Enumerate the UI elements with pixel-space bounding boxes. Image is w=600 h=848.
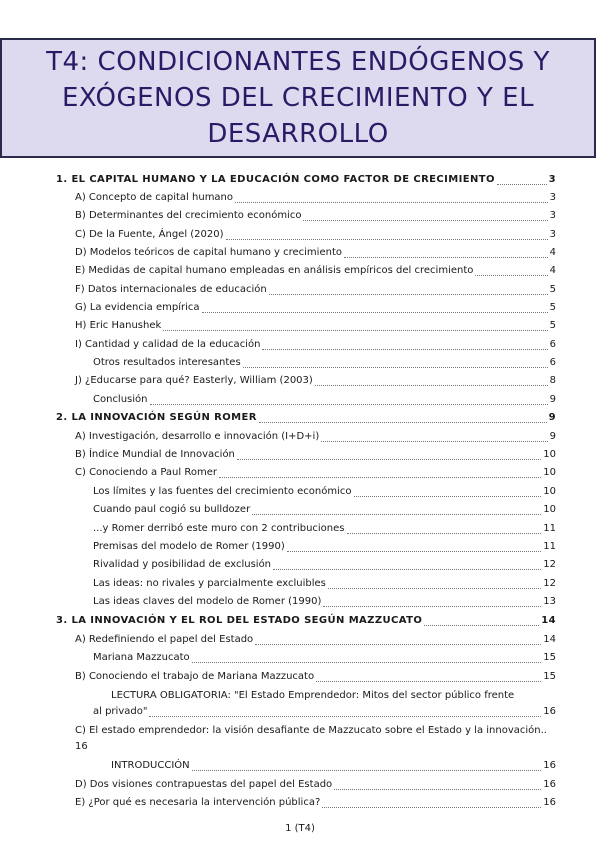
toc-page-number: 8 (549, 375, 556, 386)
toc-page-number: 5 (549, 302, 556, 313)
toc-page-number: 16 (543, 760, 556, 771)
toc-page-number: 14 (541, 615, 556, 626)
toc-entry[interactable] (75, 317, 556, 335)
toc-entry[interactable] (75, 446, 556, 464)
toc-entry-text: Las ideas claves del modelo de Romer (1990) (93, 596, 322, 607)
toc-entry-text: A) Concepto de capital humano (75, 192, 234, 203)
toc-page-number: 3 (548, 174, 556, 185)
toc-entry-text: B) Índice Mundial de Innovación (75, 449, 235, 460)
toc-entry-text: C) De la Fuente, Ángel (2020) (75, 229, 224, 240)
toc-page-number: 16 (75, 741, 88, 752)
toc-entry-text: al privado" (93, 706, 148, 717)
toc-entry-text: Cuando paul cogió su bulldozer (93, 504, 251, 515)
toc-page-number: 10 (543, 467, 556, 478)
toc-entry-text: A) Investigación, desarrollo e innovación (I+D+i) (75, 431, 320, 442)
toc-entry-text: Otros resultados interesantes (93, 357, 241, 368)
toc-entry[interactable] (75, 189, 556, 207)
toc-entry-text: Mariana Mazzucato (93, 652, 190, 663)
toc-page-number: 4 (549, 247, 556, 258)
toc-entry[interactable] (75, 428, 556, 446)
toc-page-number: 5 (549, 320, 556, 331)
toc-page-number: 16 (543, 706, 556, 717)
toc-entry[interactable] (75, 299, 556, 317)
toc-page-number: 10 (543, 486, 556, 497)
page-title-line-2: EXÓGENOS DEL CRECIMIENTO Y EL (61, 83, 535, 113)
toc-page-number: 6 (549, 339, 556, 350)
toc-entry-text: Rivalidad y posibilidad de exclusión (93, 559, 272, 570)
page-title-line-1: T4: CONDICIONANTES ENDÓGENOS Y (46, 47, 550, 77)
toc-subentry[interactable] (93, 354, 556, 372)
toc-page-number: 4 (549, 265, 556, 276)
toc-entry-text: I) Cantidad y calidad de la educación (75, 339, 261, 350)
toc-page-number: 16 (543, 779, 556, 790)
toc-entry-text: INTRODUCCIÓN (111, 760, 190, 771)
toc-entry-text: Los límites y las fuentes del crecimiento económico (93, 486, 352, 497)
toc-entry-text: 2. LA INNOVACIÓN SEGÚN ROMER (56, 412, 257, 423)
toc-entry[interactable] (75, 244, 556, 262)
toc-section-1[interactable] (56, 171, 556, 189)
toc-page-number: 16 (543, 797, 556, 808)
toc-section-3[interactable] (56, 612, 556, 630)
toc-entry[interactable] (75, 226, 556, 244)
toc-subentry[interactable] (93, 501, 556, 519)
toc-entry[interactable] (75, 631, 556, 649)
toc-entry-text: 3. LA INNOVACIÓN Y EL ROL DEL ESTADO SEGÚN MAZZUCATO (56, 615, 423, 626)
toc-subentry[interactable] (93, 391, 556, 409)
toc-entry[interactable] (75, 794, 556, 812)
toc-entry-text: E) Medidas de capital humano empleadas en análisis empíricos del crecimiento (75, 265, 474, 276)
toc-subentry[interactable] (111, 757, 556, 775)
toc-entry[interactable] (75, 668, 556, 686)
toc-page-number: 5 (549, 284, 556, 295)
toc-page-number: 14 (543, 634, 556, 645)
toc-entry[interactable] (75, 372, 556, 390)
toc-entry[interactable] (75, 262, 556, 280)
toc-entry-text: Premisas del modelo de Romer (1990) (93, 541, 285, 552)
toc-subentry[interactable] (93, 538, 556, 556)
toc-page-number: 3 (549, 192, 556, 203)
toc-entry-text: 1. EL CAPITAL HUMANO Y LA EDUCACIÓN COMO FACTOR DE CRECIMIENTO (56, 174, 495, 185)
toc-page-number: 3 (549, 210, 556, 221)
toc-subentry[interactable] (93, 649, 556, 667)
toc-page-number: 11 (543, 541, 556, 552)
toc-entry[interactable] (75, 281, 556, 299)
toc-page-number: 9 (549, 431, 556, 442)
toc-page-number: 12 (543, 578, 556, 589)
toc-page-number: 13 (543, 596, 556, 607)
toc-section-2[interactable] (56, 409, 556, 427)
toc-entry-text: J) ¿Educarse para qué? Easterly, William (2003) (75, 375, 313, 386)
page-footer: 1 (T4) (285, 823, 315, 834)
toc-entry[interactable] (75, 464, 556, 482)
toc-entry-text: H) Eric Hanushek (75, 320, 162, 331)
toc-page-number: 9 (548, 412, 556, 423)
toc-page-number: 11 (543, 523, 556, 534)
toc-entry-text: E) ¿Por qué es necesaria la intervención pública? (75, 797, 321, 808)
toc-page-number: 10 (543, 504, 556, 515)
toc-entry-text: B) Conociendo el trabajo de Mariana Mazzucato (75, 671, 315, 682)
toc-entry-text: A) Redefiniendo el papel del Estado (75, 634, 254, 645)
toc-entry-text: Las ideas: no rivales y parcialmente excluibles (93, 578, 326, 589)
toc-subentry[interactable] (93, 520, 556, 538)
toc-entry[interactable] (75, 336, 556, 354)
toc-page-number: 10 (543, 449, 556, 460)
toc-entry-text: Conclusión (93, 394, 148, 405)
toc-entry[interactable] (75, 207, 556, 225)
toc-page-number: 12 (543, 559, 556, 570)
page-title-line-3: DESARROLLO (207, 119, 389, 149)
toc-entry-text: B) Determinantes del crecimiento económico (75, 210, 302, 221)
toc-page-number: 6 (549, 357, 556, 368)
toc-entry-text: G) La evidencia empírica (75, 302, 200, 313)
toc-entry[interactable] (75, 776, 556, 794)
toc-page-number: 3 (549, 229, 556, 240)
toc-subentry[interactable] (93, 483, 556, 501)
toc-page-number: 15 (543, 671, 556, 682)
toc-entry-text: D) Dos visiones contrapuestas del papel del Estado (75, 779, 333, 790)
toc-entry-text: ...y Romer derribó este muro con 2 contribuciones (93, 523, 345, 534)
toc-subentry-line-2[interactable] (93, 703, 556, 721)
toc-entry-text: C) El estado emprendedor: la visión desafiante de Mazzucato sobre el Estado y la innovación.. (75, 725, 547, 736)
toc-page-number: 15 (543, 652, 556, 663)
toc-entry-text: D) Modelos teóricos de capital humano y crecimiento (75, 247, 342, 258)
toc-subentry[interactable] (93, 593, 556, 611)
title-banner (0, 38, 596, 158)
toc-page-number: 9 (549, 394, 556, 405)
toc-entry-text: LECTURA OBLIGATORIA: "El Estado Emprendedor: Mitos del sector público frente (111, 690, 515, 701)
toc-entry-line-2[interactable] (75, 738, 556, 756)
toc-entry-text: F) Datos internacionales de educación (75, 284, 267, 295)
toc-subentry[interactable] (93, 575, 556, 593)
toc-subentry[interactable] (93, 556, 556, 574)
toc-entry-text: C) Conociendo a Paul Romer (75, 467, 217, 478)
